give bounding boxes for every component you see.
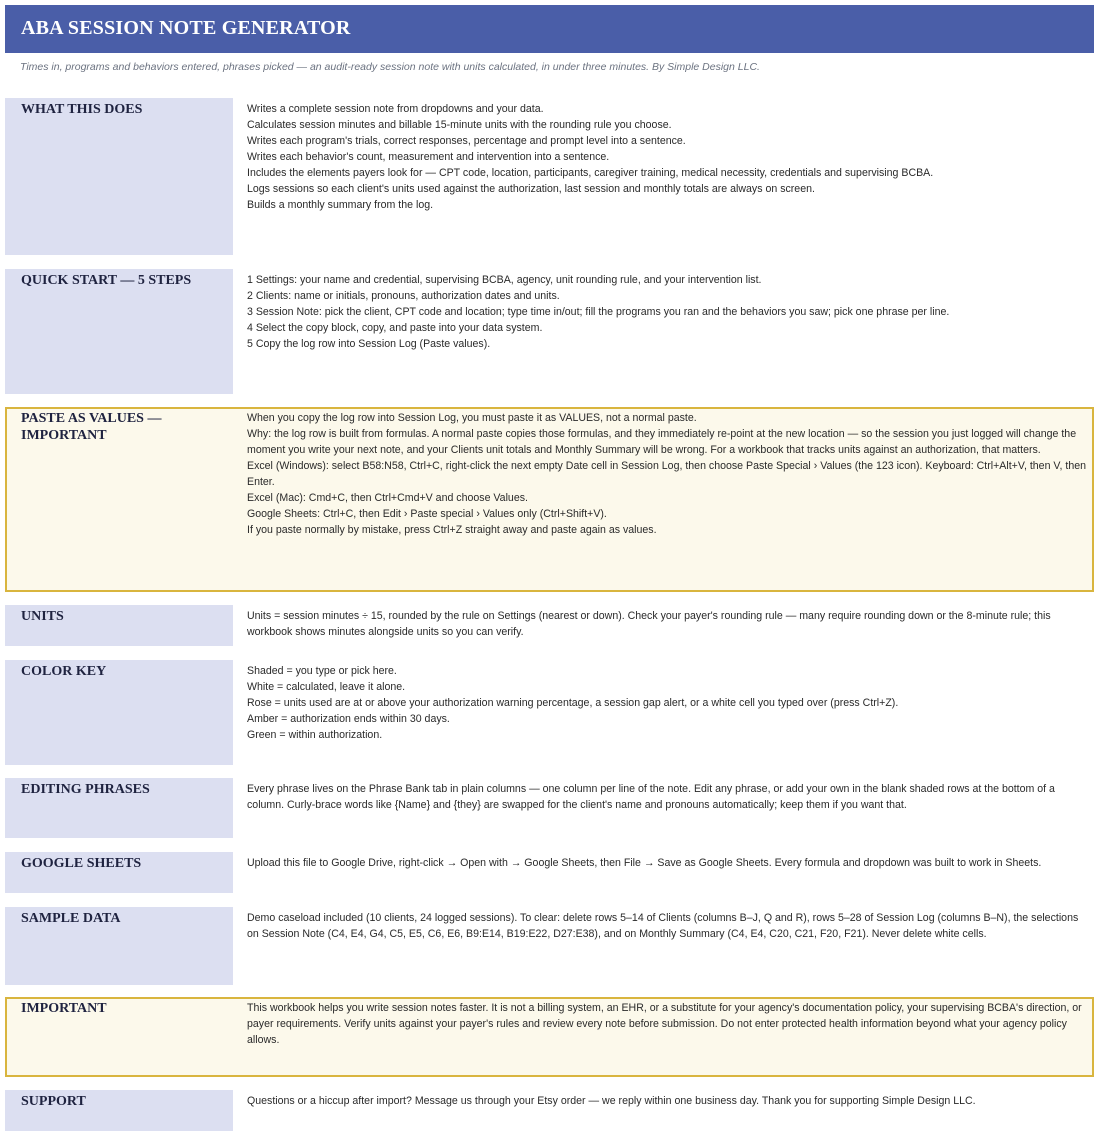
- body-line: Logs sessions so each client's units used against the authorization, last session and monthly totals are always on screen.: [247, 183, 815, 195]
- body-line: Excel (Windows): select B58:N58, Ctrl+C, right-click the next empty Date cell in Session Log, then choose Paste Special › Values (the 123 icon). Keyboard: Ctrl+Alt+V, then V, then Enter.: [247, 460, 1086, 488]
- body-line: 3 Session Note: pick the client, CPT code and location; type time in/out; fill the programs you ran and the behaviors you saw; pick one phrase per line.: [247, 306, 950, 318]
- body-line: 1 Settings: your name and credential, supervising BCBA, agency, unit rounding rule, and your intervention list.: [247, 274, 762, 286]
- section-body: [247, 410, 1088, 538]
- body-line: Amber = authorization ends within 30 days.: [247, 713, 450, 725]
- body-line: This workbook helps you write session notes faster. It is not a billing system, an EHR, or a substitute for your agency's documentation policy, your supervising BCBA's direction, or payer requirements. Verify units against your payer's rules and review every note before submission. Do not enter protected health information beyond what your agency policy allows.: [247, 1002, 1082, 1046]
- section-label: SAMPLE DATA: [21, 911, 121, 926]
- body-line: Calculates session minutes and billable 15-minute units with the rounding rule you choose.: [247, 119, 672, 131]
- body-line: If you paste normally by mistake, press Ctrl+Z straight away and paste again as values.: [247, 524, 657, 536]
- body-line: Every phrase lives on the Phrase Bank tab in plain columns — one column per line of the note. Edit any phrase, or add your own in the blank shaded rows at the bottom of a column. Curly-brace words like {Name} and {they} are swapped for the client's name and pronouns automatically; keep them if you want that.: [247, 783, 1055, 811]
- section-body: [247, 781, 1090, 813]
- body-line: Excel (Mac): Cmd+C, then Ctrl+Cmd+V and choose Values.: [247, 492, 528, 504]
- body-line: Builds a monthly summary from the log.: [247, 199, 434, 211]
- section-body: [247, 272, 1090, 352]
- body-line: 5 Copy the log row into Session Log (Paste values).: [247, 338, 491, 350]
- body-line: Upload this file to Google Drive, right-click → Open with → Google Sheets, then File → Save as Google Sheets. Every formula and dropdown was built to work in Sheets.: [247, 857, 1042, 869]
- body-line: 4 Select the copy block, copy, and paste into your data system.: [247, 322, 543, 334]
- body-line: 2 Clients: name or initials, pronouns, authorization dates and units.: [247, 290, 560, 302]
- body-line: Questions or a hiccup after import? Message us through your Etsy order — we reply within one business day. Thank you for supporting Simple Design LLC.: [247, 1095, 976, 1107]
- section-support: [5, 1090, 1094, 1131]
- section-what-this-does: [5, 98, 1094, 255]
- section-body: [247, 608, 1090, 640]
- section-units: [5, 605, 1094, 646]
- section-label-cell: [5, 98, 233, 255]
- section-label: QUICK START — 5 STEPS: [21, 273, 192, 288]
- body-line: Why: the log row is built from formulas. A normal paste copies those formulas, and they immediately re-point at the new location — so the session you just logged will change the moment you write your next note, and your Clients unit totals and Monthly Summary will be wrong. For a workbook that tracks units against an authorization, that matters.: [247, 428, 1077, 456]
- section-body: [247, 910, 1090, 942]
- section-paste-as-values: [5, 407, 1094, 592]
- section-label: COLOR KEY: [21, 664, 107, 679]
- section-body: [247, 1000, 1088, 1048]
- section-body: [247, 101, 1090, 213]
- section-important: [5, 997, 1094, 1077]
- body-line: White = calculated, leave it alone.: [247, 681, 406, 693]
- section-label: SUPPORT: [21, 1094, 86, 1109]
- section-label: PASTE AS VALUES — IMPORTANT: [21, 411, 162, 443]
- body-line: Shaded = you type or pick here.: [247, 665, 397, 677]
- body-line: Google Sheets: Ctrl+C, then Edit › Paste special › Values only (Ctrl+Shift+V).: [247, 508, 607, 520]
- title-banner: [5, 5, 1094, 53]
- body-line: Writes a complete session note from dropdowns and your data.: [247, 103, 544, 115]
- section-editing-phrases: [5, 778, 1094, 838]
- body-line: Demo caseload included (10 clients, 24 logged sessions). To clear: delete rows 5–14 of Clients (columns B–J, Q and R), rows 5–28 of Session Log (columns B–N), the selections on Session Note (C4, E4, G4, C5, E5, C6, E6, B9:E14, B19:E22, D27:E38), and on Monthly Summary (C4, E4, C20, C21, F20, F21). Never delete white cells.: [247, 912, 1079, 940]
- section-google-sheets: [5, 852, 1094, 893]
- body-line: Includes the elements payers look for — CPT code, location, participants, caregiver training, medical necessity, credentials and supervising BCBA.: [247, 167, 934, 179]
- body-line: Rose = units used are at or above your authorization warning percentage, a session gap alert, or a white cell you typed over (press Ctrl+Z).: [247, 697, 899, 709]
- body-line: Writes each behavior's count, measurement and intervention into a sentence.: [247, 151, 610, 163]
- section-body: [247, 663, 1090, 743]
- tagline: Times in, programs and behaviors entered, phrases picked — an audit-ready session note with units calculated, in under three minutes. By Simple Design LLC.: [20, 61, 760, 73]
- section-label: GOOGLE SHEETS: [21, 856, 142, 871]
- body-line: When you copy the log row into Session Log, you must paste it as VALUES, not a normal paste.: [247, 412, 697, 424]
- body-line: Writes each program's trials, correct responses, percentage and prompt level into a sentence.: [247, 135, 686, 147]
- section-label: UNITS: [21, 609, 64, 624]
- section-color-key: [5, 660, 1094, 765]
- section-body: [247, 855, 1090, 871]
- body-line: Units = session minutes ÷ 15, rounded by the rule on Settings (nearest or down). Check your payer's rounding rule — many require rounding down or the 8-minute rule; this workbook shows minutes alongside units so you can verify.: [247, 610, 1051, 638]
- section-label: IMPORTANT: [21, 1001, 107, 1016]
- section-body: [247, 1093, 1090, 1109]
- body-line: Green = within authorization.: [247, 729, 383, 741]
- section-sample-data: [5, 907, 1094, 985]
- section-label: WHAT THIS DOES: [21, 102, 143, 117]
- section-quick-start: [5, 269, 1094, 394]
- page-title: ABA SESSION NOTE GENERATOR: [21, 17, 351, 39]
- section-label: EDITING PHRASES: [21, 782, 150, 797]
